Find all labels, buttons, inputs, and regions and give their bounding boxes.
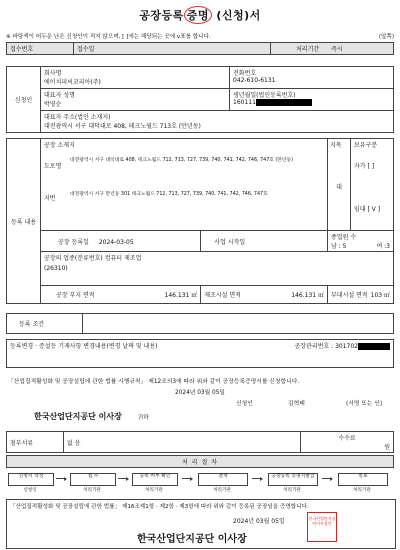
step-2-box <box>70 473 116 486</box>
certificate-text: 「산업집적활성화 및 공장설립에 관한 법률」 제16조제1항 · 제2항 · 제3항에 따라 위와 같이 등록된 공장임을 증명합니다. <box>10 504 309 510</box>
rep-cell <box>41 89 230 111</box>
lot-value: 대전광역시 서구 만년동 301 테크노월드 712, 713, 727, 739, 740, 741, 742, 746, 747호 <box>70 192 268 197</box>
recipient-row <box>6 411 394 422</box>
step-4-box <box>198 473 248 486</box>
title-suffix: (신청)서 <box>212 9 261 22</box>
aux-area-cell <box>328 286 394 304</box>
attach-value: 없 음 <box>64 432 301 453</box>
procedure-header <box>6 455 394 468</box>
receipt-date-label: 접수일 <box>74 43 271 55</box>
birth-cell <box>230 89 394 111</box>
arrow-icon <box>322 478 332 479</box>
fee-cell <box>301 432 394 453</box>
ownership-cell <box>351 139 394 231</box>
procedure-flow <box>6 473 394 497</box>
land-use-label: 지목 <box>330 142 342 149</box>
facility-area-value: 146.131 ㎡ <box>291 292 324 299</box>
declaration-block <box>6 376 394 422</box>
address-cell <box>41 111 394 133</box>
step-4-actor: 처리기관 <box>213 488 231 493</box>
issuer-name: 한국산업단지공단 이사장 <box>137 534 247 545</box>
step-5-label: 공장등록 증명서발급 <box>271 474 315 479</box>
female-count: 여 :3 <box>376 243 390 250</box>
applicant-sign-label: 신청인 <box>236 401 253 407</box>
redacted-block <box>358 343 390 350</box>
location-label: 공장 소재지 <box>44 142 75 149</box>
reg-date-label: 공장 등록일 <box>58 238 89 246</box>
step-4-label: 결재 <box>218 474 228 479</box>
industry-value: 컴퓨터 제조업 <box>104 255 142 262</box>
recipient-suffix: 귀하 <box>137 415 149 421</box>
registration-section-label: 등록 내용 <box>7 139 41 304</box>
step-5-box <box>268 473 318 486</box>
period-value: 즉시 <box>331 46 343 53</box>
land-use-value: 대 <box>336 184 342 191</box>
staff-cell <box>328 231 394 252</box>
lot-label: 지번 <box>44 195 56 202</box>
phone-value: 042-610-6131 <box>233 77 276 84</box>
sign-placeholder: (서명 또는 인) <box>346 401 383 407</box>
company-value: 에이치피씨코리아(주) <box>44 79 101 86</box>
fee-label: 수수료 <box>338 435 356 442</box>
step-2-actor: 처리기관 <box>83 488 101 493</box>
registration-table <box>6 138 394 304</box>
site-area-label: 공장 부지 면적 <box>56 292 95 299</box>
road-value: 대전광역시 서구 대덕대로 408, 테크노월드 712, 713, 727, 739, 740, 741, 742, 746, 747호 (만년동) <box>70 158 294 163</box>
reg-date-value: 2024-03-05 <box>98 238 134 246</box>
step-6-actor: 처리기관 <box>353 488 371 493</box>
lot-row <box>41 190 327 202</box>
birth-value-row <box>233 99 390 106</box>
change-cell <box>7 340 394 368</box>
step-6-label: 통보 <box>358 474 368 479</box>
facility-area-cell <box>201 286 328 304</box>
site-area-value: 146.131 ㎡ <box>164 292 198 299</box>
rep-label: 대표자 성명 <box>44 92 75 99</box>
declaration-text: 「산업집적활성화 및 공장설립에 관한 법률 시행규칙」 제12조의3에 따라 위와 같이 공장등록증명서를 신청합니다. <box>8 379 300 385</box>
fee-table <box>6 431 394 453</box>
title-circled-word: 증명 <box>184 6 212 24</box>
applicant-section-label: 신청인 <box>7 67 41 133</box>
step-2-label: 접 수 <box>87 474 99 479</box>
start-date-cell <box>201 231 328 252</box>
company-cell <box>41 67 230 89</box>
birth-value: 160111 <box>233 99 256 106</box>
applicant-sign-name: 김혁태 <box>288 401 305 407</box>
page-side-note: (앞쪽) <box>378 34 394 40</box>
recipient-name: 한국산업단지공단 이사장 <box>34 412 122 421</box>
seal-text: 한국산업단지공단이사장인 <box>308 516 336 526</box>
staff-values <box>331 241 390 250</box>
lease-checkbox: 임대 [ V ] <box>354 206 381 213</box>
phone-cell <box>230 67 394 89</box>
aux-area-value: 103 ㎡ <box>370 292 390 299</box>
attach-label: 첨부서류 <box>7 432 64 453</box>
receipt-table <box>6 42 394 55</box>
form-title <box>0 6 400 24</box>
ownership-label: 보유구분 <box>354 142 378 149</box>
step-3-box <box>132 473 178 486</box>
certificate-date: 2024년 03월 05일 <box>233 518 285 525</box>
industry-cell <box>41 252 394 286</box>
industry-label: 공장의 업종(분류번호) <box>44 255 103 262</box>
step-1-actor: 신청인 <box>23 488 37 493</box>
period-label: 처리기간 <box>296 46 320 53</box>
certificate-box <box>6 499 396 549</box>
receipt-no-label: 접수번호 <box>7 43 74 55</box>
own-checkbox: 자가 [ ] <box>354 163 375 170</box>
rep-value: 박영순 <box>44 101 62 108</box>
redacted-block <box>256 99 312 106</box>
applicant-table <box>6 66 394 133</box>
conditions-value <box>83 314 394 334</box>
change-label: 등록변경 · 증설등 기재사항 변경내용(변경 날짜 및 내용) <box>10 343 158 350</box>
arrow-icon <box>56 478 66 479</box>
step-1-box <box>8 473 54 486</box>
company-label: 회사명 <box>44 70 62 77</box>
land-use-cell <box>328 139 351 231</box>
site-area-cell <box>41 286 201 304</box>
aux-area-label: 부대시설 면적 <box>331 292 368 299</box>
procedure-title: 처 리 절 차 <box>7 456 394 468</box>
applicant-sign-row <box>6 398 394 408</box>
address-label: 대표자 주소(법인 소재지) <box>44 114 111 121</box>
form-notice <box>6 32 394 40</box>
title-prefix: 공장등록 <box>139 9 184 22</box>
mgmt-number-label: 공장관리번호 : 301702 <box>294 343 358 350</box>
notice-text: ※ 바탕색이 어두운 난은 신청인이 적지 않으며, [ ]에는 해당되는 곳에 v표를 합니다. <box>6 34 211 40</box>
road-row <box>41 156 327 170</box>
conditions-label: 등록 조건 <box>7 314 83 334</box>
facility-area-label: 제조시설 면적 <box>204 292 241 299</box>
start-date-label: 사업 시작일 <box>214 238 246 246</box>
address-value: 대전광역시 서구 대덕대로 408, 테크노월드 713호 (만년동) <box>44 123 201 130</box>
declaration-date: 2024년 03월 05일 <box>175 390 225 396</box>
step-6-box <box>338 473 388 486</box>
step-1-label: 신청서 작성 <box>18 474 44 479</box>
arrow-icon <box>182 478 192 479</box>
mgmt-number <box>294 341 390 350</box>
conditions-table <box>6 313 394 334</box>
step-3-label: 등록 여부 확인 <box>139 474 171 479</box>
road-label: 도로명 <box>44 163 62 170</box>
fee-value: 원 <box>384 444 390 451</box>
step-3-actor: 처리기관 <box>145 488 163 493</box>
arrow-icon <box>252 478 262 479</box>
male-count: 남 : 5 <box>331 243 347 250</box>
phone-label: 전화번호 <box>233 70 257 77</box>
location-cell <box>41 139 328 231</box>
birth-label: 생년월일(법인등록번호) <box>233 92 296 99</box>
step-5-actor: 처리기관 <box>283 488 301 493</box>
staff-label: 종업원 수 <box>331 234 357 241</box>
change-table <box>6 339 394 368</box>
period-cell <box>271 43 394 55</box>
official-seal-stamp <box>307 512 337 542</box>
reg-date-cell <box>41 231 201 252</box>
arrow-icon <box>118 478 128 479</box>
industry-code: (26310) <box>44 265 68 272</box>
